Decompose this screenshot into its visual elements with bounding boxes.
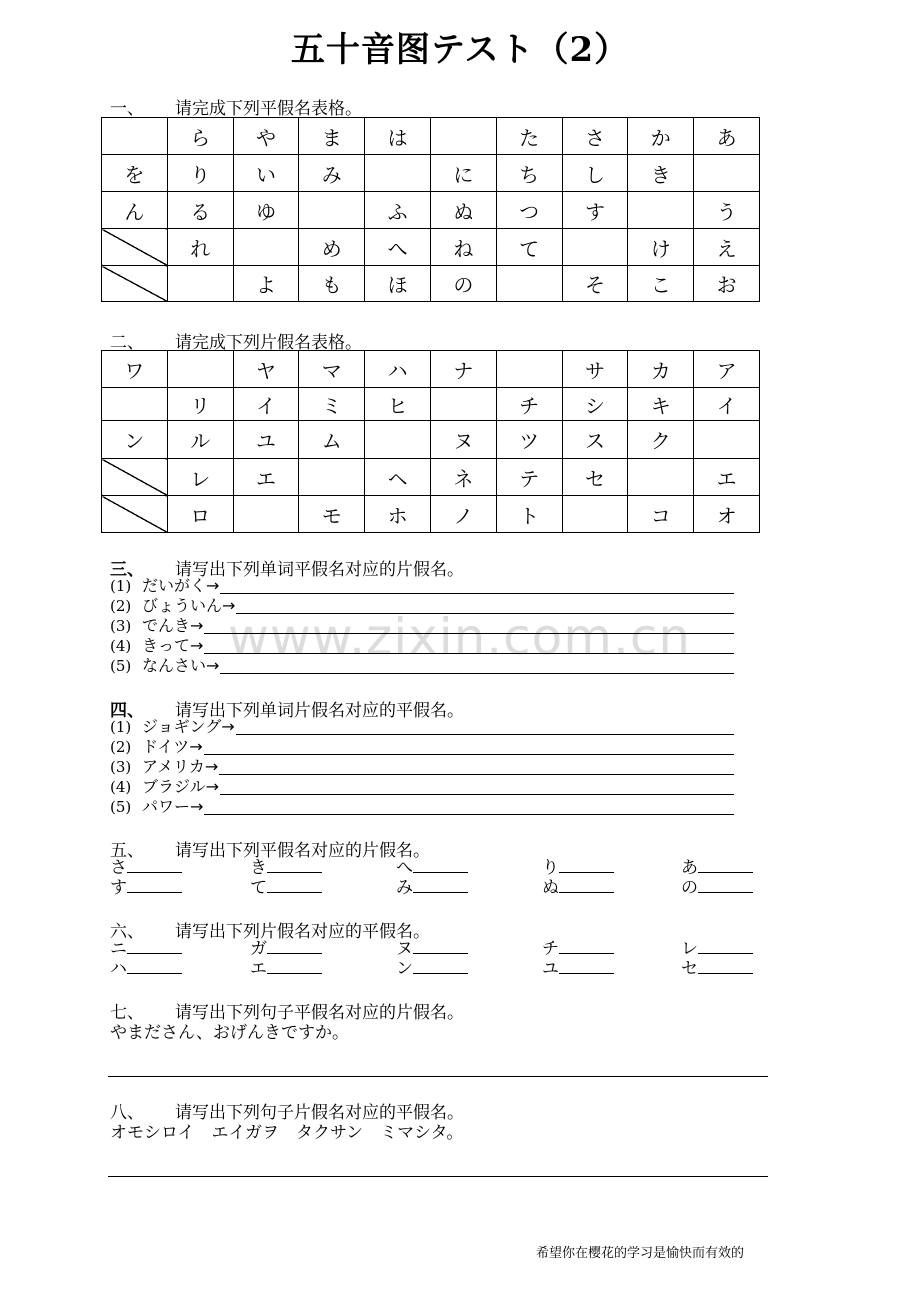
question-word: きって→ — [142, 636, 204, 655]
kana-cell: ム — [299, 421, 365, 459]
table-row — [102, 118, 760, 155]
kana-cell: イ — [694, 388, 760, 421]
kana-prompt: て — [250, 878, 267, 898]
kana-cell: み — [299, 155, 365, 192]
kana-cell: ユ — [233, 421, 299, 459]
blank-cell[interactable] — [562, 496, 628, 533]
kana-blank-pair — [542, 938, 614, 958]
kana-cell: エ — [694, 459, 760, 496]
kana-blank-pair — [681, 877, 753, 897]
kana-cell: ト — [496, 496, 562, 533]
question-word: びょういん→ — [142, 596, 236, 615]
answer-blank[interactable] — [127, 877, 182, 893]
blank-cell[interactable] — [430, 118, 496, 155]
kana-cell: マ — [299, 351, 365, 388]
blank-cell[interactable] — [365, 421, 431, 459]
kana-cell: ツ — [496, 421, 562, 459]
kana-blank-pair — [396, 857, 468, 877]
watermark: www.zixin.com.cn — [228, 608, 692, 666]
kana-cell: り — [167, 155, 233, 192]
kana-cell: に — [430, 155, 496, 192]
answer-blank[interactable] — [413, 857, 468, 873]
kana-cell: ヒ — [365, 388, 431, 421]
kana-cell: イ — [233, 388, 299, 421]
question-item — [110, 656, 219, 676]
answer-blank[interactable] — [267, 877, 322, 893]
blank-cell[interactable] — [299, 459, 365, 496]
kana-cell: さ — [562, 118, 628, 155]
section1-instruction: 请完成下列平假名表格。 — [175, 99, 362, 119]
table-row — [102, 266, 760, 302]
kana-cell: ま — [299, 118, 365, 155]
kana-blank-pair — [250, 877, 322, 897]
page-title: 五十音图テスト（2） — [290, 30, 630, 70]
section7-number: 七、 — [110, 1003, 144, 1023]
blank-cell[interactable] — [430, 388, 496, 421]
question-word: なんさい→ — [142, 656, 220, 675]
kana-cell: け — [628, 229, 694, 266]
kana-cell: ホ — [365, 496, 431, 533]
table-row — [102, 421, 760, 459]
answer-blank[interactable] — [413, 877, 468, 893]
answer-line[interactable] — [204, 814, 734, 815]
kana-cell: ぬ — [430, 192, 496, 229]
kana-cell: や — [233, 118, 299, 155]
kana-blank-pair — [542, 857, 614, 877]
question-item — [110, 717, 235, 737]
kana-cell: ら — [167, 118, 233, 155]
answer-blank[interactable] — [127, 958, 182, 974]
kana-cell: チ — [496, 388, 562, 421]
kana-prompt: チ — [542, 939, 559, 959]
kana-prompt: す — [110, 878, 127, 898]
kana-cell: め — [299, 229, 365, 266]
section8-answer-line[interactable] — [108, 1176, 768, 1177]
answer-blank[interactable] — [267, 938, 322, 954]
question-number: (5) — [110, 657, 132, 675]
kana-cell: ほ — [365, 266, 431, 302]
answer-blank[interactable] — [127, 857, 182, 873]
kana-blank-pair — [250, 958, 322, 978]
answer-line[interactable] — [204, 633, 734, 634]
kana-cell: た — [496, 118, 562, 155]
kana-cell: セ — [562, 459, 628, 496]
kana-blank-pair — [681, 938, 753, 958]
kana-blank-pair — [110, 857, 182, 877]
blank-cell[interactable] — [233, 229, 299, 266]
answer-blank[interactable] — [267, 958, 322, 974]
section7-instruction: 请写出下列句子平假名对应的片假名。 — [175, 1003, 464, 1023]
kana-cell: は — [365, 118, 431, 155]
section2-instruction: 请完成下列片假名表格。 — [175, 333, 362, 353]
kana-cell: ヤ — [233, 351, 299, 388]
section6-number: 六、 — [110, 922, 144, 942]
kana-prompt: ン — [396, 959, 413, 979]
question-word: だいがく→ — [142, 576, 220, 595]
table-row — [102, 388, 760, 421]
kana-cell: ヘ — [365, 459, 431, 496]
answer-blank[interactable] — [413, 938, 468, 954]
kana-cell: シ — [562, 388, 628, 421]
kana-cell: そ — [562, 266, 628, 302]
kana-blank-pair — [396, 958, 468, 978]
question-word: アメリカ→ — [142, 757, 219, 776]
kana-cell: コ — [628, 496, 694, 533]
kana-blank-pair — [250, 938, 322, 958]
kana-cell: ア — [694, 351, 760, 388]
question-item — [110, 616, 203, 636]
section1-number: 一、 — [110, 99, 144, 119]
kana-prompt: あ — [681, 858, 698, 878]
kana-cell: よ — [233, 266, 299, 302]
table-row — [102, 192, 760, 229]
kana-blank-pair — [681, 857, 753, 877]
blank-cell[interactable] — [299, 192, 365, 229]
question-number: (4) — [110, 778, 132, 796]
kana-prompt: ハ — [110, 959, 127, 979]
question-item — [110, 737, 203, 757]
kana-cell: ヌ — [430, 421, 496, 459]
answer-blank[interactable] — [559, 857, 614, 873]
section7-sentence: やまださん、おげんきですか。 — [110, 1023, 350, 1043]
question-word: でんき→ — [142, 616, 204, 635]
question-number: (4) — [110, 637, 132, 655]
kana-cell: れ — [167, 229, 233, 266]
section1-heading — [110, 94, 362, 119]
section6-instruction: 请写出下列片假名对应的平假名。 — [175, 922, 430, 942]
kana-blank-pair — [110, 958, 182, 978]
table-row — [102, 351, 760, 388]
kana-cell: ル — [167, 421, 233, 459]
answer-line[interactable] — [219, 774, 734, 775]
blank-cell[interactable] — [167, 351, 233, 388]
question-number: (3) — [110, 617, 132, 635]
kana-blank-pair — [681, 958, 753, 978]
question-item — [110, 797, 203, 817]
kana-prompt: み — [396, 878, 413, 898]
kana-cell: ち — [496, 155, 562, 192]
question-number: (1) — [110, 577, 132, 595]
section8-number: 八、 — [110, 1103, 144, 1123]
section5-instruction: 请写出下列平假名对应的片假名。 — [175, 841, 430, 861]
answer-line[interactable] — [220, 673, 734, 674]
kana-cell: お — [694, 266, 760, 302]
question-item — [110, 757, 218, 777]
blank-cell[interactable] — [102, 118, 168, 155]
section7-answer-line[interactable] — [108, 1076, 768, 1077]
diagonal-cell — [102, 266, 168, 302]
kana-cell: て — [496, 229, 562, 266]
kana-cell: か — [628, 118, 694, 155]
section5-number: 五、 — [110, 841, 144, 861]
kana-cell: オ — [694, 496, 760, 533]
kana-cell: ス — [562, 421, 628, 459]
question-number: (2) — [110, 738, 132, 756]
table-row — [102, 155, 760, 192]
diagonal-cell — [102, 229, 168, 266]
blank-cell[interactable] — [496, 266, 562, 302]
kana-cell: エ — [233, 459, 299, 496]
kana-cell: も — [299, 266, 365, 302]
blank-cell[interactable] — [694, 155, 760, 192]
answer-blank[interactable] — [127, 938, 182, 954]
kana-cell: の — [430, 266, 496, 302]
kana-blank-pair — [396, 877, 468, 897]
answer-blank[interactable] — [698, 938, 753, 954]
answer-blank[interactable] — [267, 857, 322, 873]
question-word: ジョギング→ — [142, 717, 235, 736]
answer-line[interactable] — [220, 794, 734, 795]
kana-cell: へ — [365, 229, 431, 266]
section8-instruction: 请写出下列句子片假名对应的平假名。 — [175, 1103, 464, 1123]
kana-cell: ね — [430, 229, 496, 266]
kana-cell: あ — [694, 118, 760, 155]
diagonal-cell — [102, 496, 168, 533]
question-number: (1) — [110, 718, 132, 736]
table-row — [102, 459, 760, 496]
question-number: (2) — [110, 597, 132, 615]
kana-cell: ン — [102, 421, 168, 459]
kana-prompt: ヌ — [396, 939, 413, 959]
section2-number: 二、 — [110, 333, 144, 353]
section4-instruction: 请写出下列单词片假名对应的平假名。 — [175, 701, 464, 721]
diagonal-cell — [102, 459, 168, 496]
question-number: (3) — [110, 758, 132, 776]
table-row — [102, 496, 760, 533]
katakana-table — [101, 350, 760, 533]
kana-cell: リ — [167, 388, 233, 421]
question-word: パワー→ — [142, 797, 204, 816]
answer-blank[interactable] — [559, 877, 614, 893]
kana-blank-pair — [542, 877, 614, 897]
kana-prompt: エ — [250, 959, 267, 979]
kana-cell: モ — [299, 496, 365, 533]
kana-cell: サ — [562, 351, 628, 388]
kana-cell: ハ — [365, 351, 431, 388]
answer-blank[interactable] — [698, 958, 753, 974]
kana-prompt: ぬ — [542, 878, 559, 898]
section8-sentence: オモシロイ エイガヲ タクサン ミマシタ。 — [110, 1123, 464, 1143]
kana-cell: こ — [628, 266, 694, 302]
blank-cell[interactable] — [496, 351, 562, 388]
footer-text: 希望你在樱花的学习是愉快而有效的 — [536, 1246, 745, 1261]
blank-cell[interactable] — [628, 192, 694, 229]
hiragana-table — [101, 117, 760, 302]
kana-cell: る — [167, 192, 233, 229]
kana-cell: ん — [102, 192, 168, 229]
answer-blank[interactable] — [698, 877, 753, 893]
kana-prompt: レ — [681, 939, 698, 959]
kana-cell: う — [694, 192, 760, 229]
kana-prompt: ニ — [110, 939, 127, 959]
kana-cell: す — [562, 192, 628, 229]
blank-cell[interactable] — [365, 155, 431, 192]
blank-cell[interactable] — [167, 266, 233, 302]
kana-cell: し — [562, 155, 628, 192]
question-item — [110, 576, 219, 596]
section3-number: 三、 — [110, 560, 144, 580]
kana-cell: キ — [628, 388, 694, 421]
kana-cell: ふ — [365, 192, 431, 229]
question-item — [110, 777, 219, 797]
question-word: ブラジル→ — [142, 777, 220, 796]
kana-cell: テ — [496, 459, 562, 496]
answer-line[interactable] — [204, 754, 734, 755]
blank-cell[interactable] — [628, 459, 694, 496]
kana-prompt: り — [542, 858, 559, 878]
kana-cell: ネ — [430, 459, 496, 496]
kana-cell: レ — [167, 459, 233, 496]
kana-cell: カ — [628, 351, 694, 388]
answer-blank[interactable] — [559, 938, 614, 954]
section3-instruction: 请写出下列单词平假名对应的片假名。 — [175, 560, 464, 580]
kana-cell: つ — [496, 192, 562, 229]
kana-prompt: へ — [396, 858, 413, 878]
kana-cell: ミ — [299, 388, 365, 421]
kana-cell: き — [628, 155, 694, 192]
kana-prompt: さ — [110, 858, 127, 878]
kana-prompt: の — [681, 878, 698, 898]
question-item — [110, 636, 203, 656]
answer-blank[interactable] — [413, 958, 468, 974]
kana-blank-pair — [110, 877, 182, 897]
answer-line[interactable] — [204, 653, 734, 654]
kana-prompt: ガ — [250, 939, 267, 959]
blank-cell[interactable] — [102, 388, 168, 421]
kana-cell: ワ — [102, 351, 168, 388]
answer-line[interactable] — [220, 593, 734, 594]
blank-cell[interactable] — [562, 229, 628, 266]
kana-cell: ロ — [167, 496, 233, 533]
kana-blank-pair — [110, 938, 182, 958]
section4-number: 四、 — [110, 701, 144, 721]
kana-cell: ゆ — [233, 192, 299, 229]
answer-line[interactable] — [236, 734, 734, 735]
kana-prompt: き — [250, 858, 267, 878]
kana-cell: え — [694, 229, 760, 266]
kana-prompt: ユ — [542, 959, 559, 979]
kana-prompt: セ — [681, 959, 698, 979]
kana-cell: ナ — [430, 351, 496, 388]
kana-cell: ク — [628, 421, 694, 459]
blank-cell[interactable] — [694, 421, 760, 459]
answer-line[interactable] — [236, 613, 734, 614]
kana-blank-pair — [542, 958, 614, 978]
blank-cell[interactable] — [233, 496, 299, 533]
kana-blank-pair — [396, 938, 468, 958]
answer-blank[interactable] — [559, 958, 614, 974]
question-number: (5) — [110, 798, 132, 816]
kana-cell: ノ — [430, 496, 496, 533]
kana-cell: い — [233, 155, 299, 192]
question-word: ドイツ→ — [142, 737, 203, 756]
answer-blank[interactable] — [698, 857, 753, 873]
kana-blank-pair — [250, 857, 322, 877]
kana-cell: を — [102, 155, 168, 192]
question-item — [110, 596, 235, 616]
table-row — [102, 229, 760, 266]
